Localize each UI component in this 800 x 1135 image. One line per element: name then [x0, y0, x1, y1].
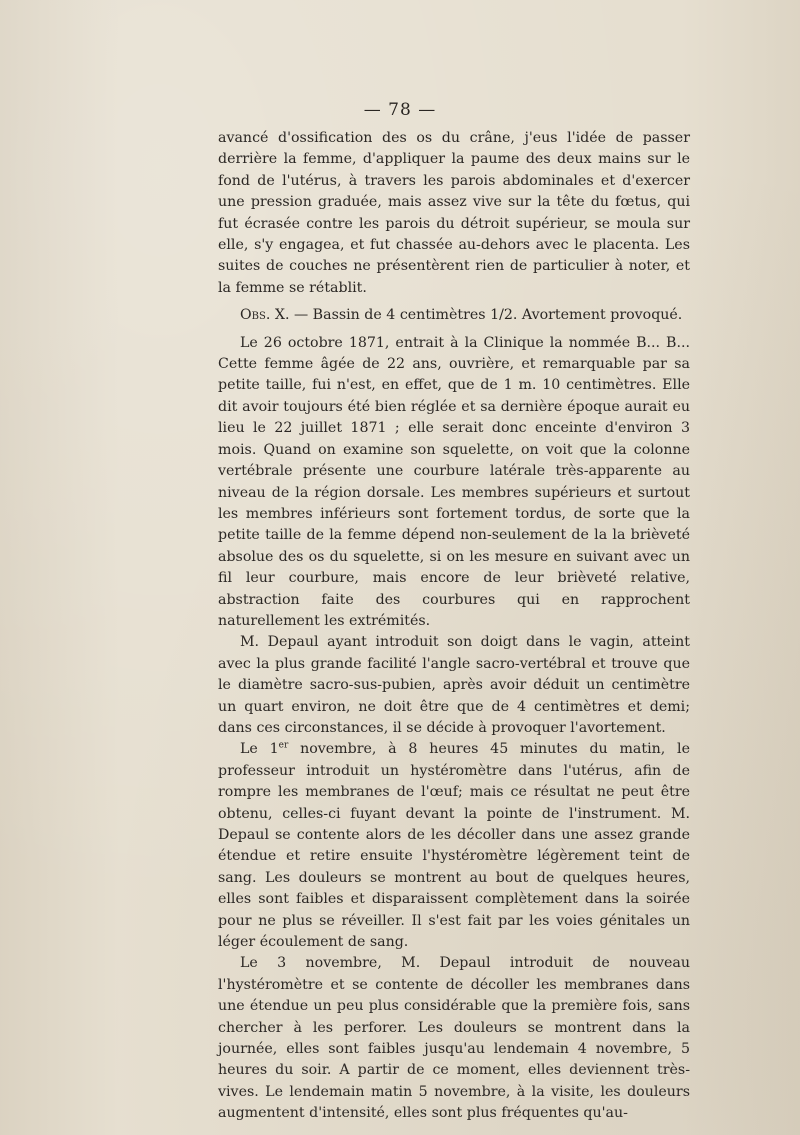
paragraph-body: novembre, à 8 heures 45 minutes du matin, le professeur introduit un hystéromètre dans l'utérus, afin de rompre les membranes de l'œuf; mais ce résultat ne peut être obtenu, celles-ci fuyant devant la pointe de l'instrument. M. Depaul se contente alors de les décoller dans une assez grande étendue et retire ensuite l'hystéromètre légèrement teint de sang. Les douleurs se montrent au bout de quelques heures, elles sont faibles et disparaissent complètement dans la soirée pour ne plus se réveiller. Il s'est fait par les voies génitales un léger écoulement de sang.: [218, 741, 690, 951]
observation-title: — Bassin de 4 centimètres 1/2. Avortement provoqué.: [293, 307, 683, 324]
paragraph: M. Depaul ayant introduit son doigt dans le vagin, atteint avec la plus grande facilité l'angle sacro-vertébral et trouve que le diamètre sacro-sus-pubien, après avoir déduit un centimètre un quart environ, ne doit être que de 4 centimètres et demi; dans ces circonstances, il se décide à provoquer l'avortement.: [218, 634, 690, 736]
paragraph: Le 26 octobre 1871, entrait à la Clinique la nommée B... B... Cette femme âgée de 22 ans, ouvrière, et remarquable par sa petite taille, fui n'est, en effet, que de 1 m. 10 centimètres. Elle dit avoir toujours été bien réglée et sa dernière époque aurait eu lieu le 22 juillet 1871 ; elle serait donc enceinte d'environ 3 mois. Quand on examine son squelette, on voit que la colonne vertébrale présente une courbure latérale très-apparente au niveau de la région dorsale. Les membres supérieurs et surtout les membres inférieurs sont fortement tordus, de sorte que la petite taille de la femme dépend non-seulement de la la brièveté absolue des os du squelette, si on les mesure en suivant avec un fil leur courbure, mais encore de leur brièveté relative, abstraction faite des courbures qui en rapprochent naturellement les extrémités.: [218, 334, 690, 629]
paragraph: Le 3 novembre, M. Depaul introduit de nouveau l'hystéromètre et se contente de décoller les membranes dans une étendue un peu plus considérable que la première fois, sans chercher à les perforer. Les douleurs se montrent dans la journée, elles sont faibles jusqu'au lendemain 4 novembre, 5 heures du soir. A partir de ce moment, elles deviennent très-vives. Le lendemain matin 5 novembre, à la visite, les douleurs augmentent d'intensité, elles sont plus fréquentes qu'au-: [218, 955, 690, 1122]
paragraph-date-prefix: Le 1: [240, 741, 279, 758]
observation-label: Obs. X.: [240, 307, 290, 324]
paragraph: [218, 739, 690, 953]
observation-heading: [218, 305, 690, 326]
paragraph-continued: avancé d'ossification des os du crâne, j'eus l'idée de passer derrière la femme, d'appliquer la paume des deux mains sur le fond de l'utérus, à travers les parois abdominales et d'exercer une pression graduée, mais assez vive sur la tête du fœtus, qui fut écrasée contre les parois du détroit supérieur, se moula sur elle, s'y engagea, et fut chassée au-dehors avec le placenta. Les suites de couches ne présentèrent rien de particulier à noter, et la femme se rétablit.: [218, 130, 690, 296]
ordinal-superscript: er: [278, 740, 289, 751]
body-text: [218, 128, 690, 1125]
page-number: — 78 —: [363, 100, 437, 120]
